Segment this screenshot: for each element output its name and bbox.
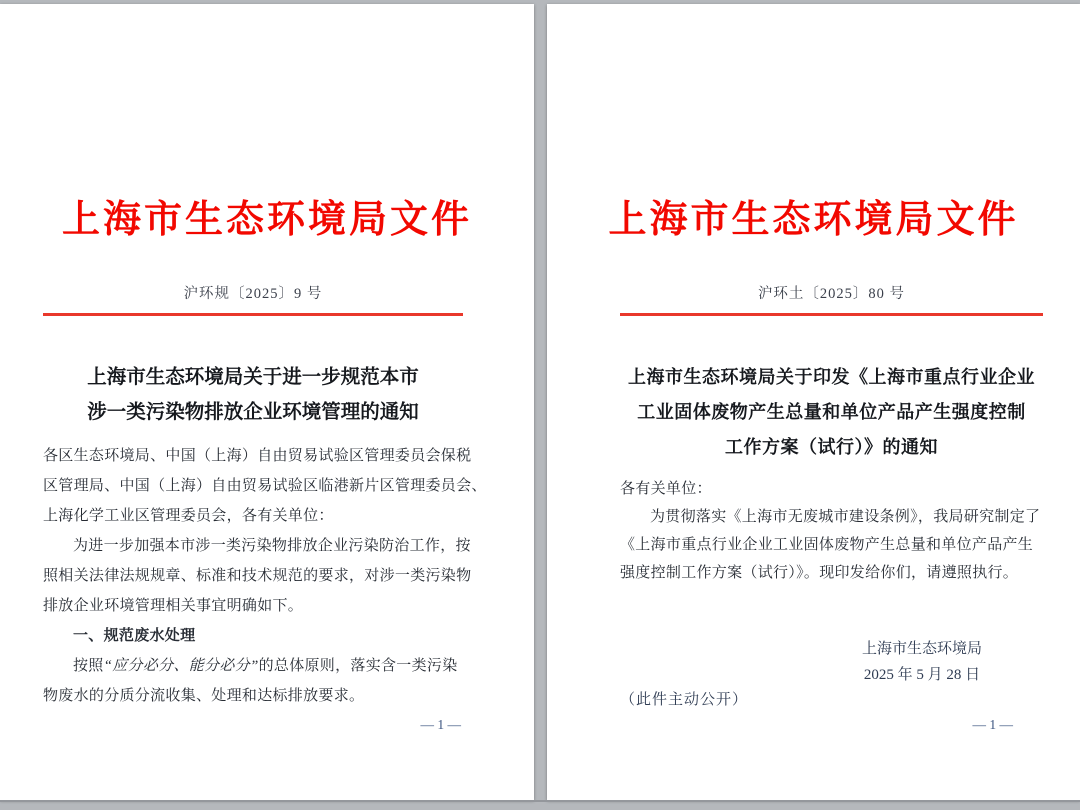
doc-title-line: 上海市生态环境局关于印发《上海市重点行业企业 — [628, 367, 1035, 387]
body-line: 《上海市重点行业企业工业固体废物产生总量和单位产品产生 — [620, 537, 1034, 553]
doc-title-line: 涉一类污染物排放企业环境管理的通知 — [87, 402, 419, 423]
body-line: 各区生态环境局、中国（上海）自由贸易试验区管理委员会保税 — [43, 448, 472, 464]
doc-title-line: 工作方案（试行）》的通知 — [725, 437, 938, 457]
body-text-right — [620, 475, 1046, 587]
red-separator-left — [43, 313, 463, 316]
body-line: 为进一步加强本市涉一类污染物排放企业污染防治工作，按 — [73, 538, 471, 554]
body-segment: 按照 — [73, 658, 104, 674]
body-segment: 的总体原则，落实含一类污染 — [258, 658, 458, 674]
quoted-principle: “应分必分、能分必分” — [103, 658, 259, 674]
body-line — [43, 651, 467, 681]
body-line: 照相关法律法规规章、标准和技术规范的要求，对涉一类污染物 — [43, 568, 472, 584]
left-document-page — [0, 4, 534, 800]
doc-number-right: 沪环土〔2025〕80 号 — [757, 286, 906, 302]
salutation: 各有关单位： — [620, 481, 712, 497]
body-line: 物废水的分质分流收集、处理和达标排放要求。 — [43, 688, 365, 704]
red-separator-right — [620, 313, 1043, 316]
body-line: 上海化学工业区管理委员会，各有关单位： — [43, 508, 334, 524]
right-document-page — [547, 4, 1080, 800]
body-line: 排放企业环境管理相关事宜明确如下。 — [43, 598, 304, 614]
signature-block — [842, 636, 1002, 688]
body-text-left — [43, 441, 487, 711]
body-line: 区管理局、中国（上海）自由贸易试验区临港新片区管理委员会、 — [43, 478, 487, 494]
body-line: 为贯彻落实《上海市无废城市建设条例》，我局研究制定了 — [650, 509, 1041, 525]
signer-name: 上海市生态环境局 — [861, 641, 982, 657]
page-number-right: — 1 — — [972, 717, 1013, 732]
disclosure-note: （此件主动公开） — [620, 692, 749, 708]
page-number-left: — 1 — — [420, 717, 461, 732]
agency-header-left: 上海市生态环境局文件 — [61, 199, 472, 241]
signature-date: 2025 年 5 月 28 日 — [863, 667, 981, 683]
section-heading: 一、规范废水处理 — [73, 628, 196, 644]
doc-title-left — [23, 360, 483, 430]
doc-title-line: 工业固体废物产生总量和单位产品产生强度控制 — [637, 402, 1026, 422]
doc-title-line: 上海市生态环境局关于进一步规范本市 — [87, 367, 419, 388]
doc-title-right — [600, 360, 1063, 465]
page-bottom-edge — [0, 800, 1080, 802]
body-line: 强度控制工作方案（试行）》。现印发给你们，请遵照执行。 — [620, 565, 1019, 581]
doc-number-left: 沪环规〔2025〕9 号 — [183, 286, 323, 302]
agency-header-right: 上海市生态环境局文件 — [608, 199, 1019, 241]
